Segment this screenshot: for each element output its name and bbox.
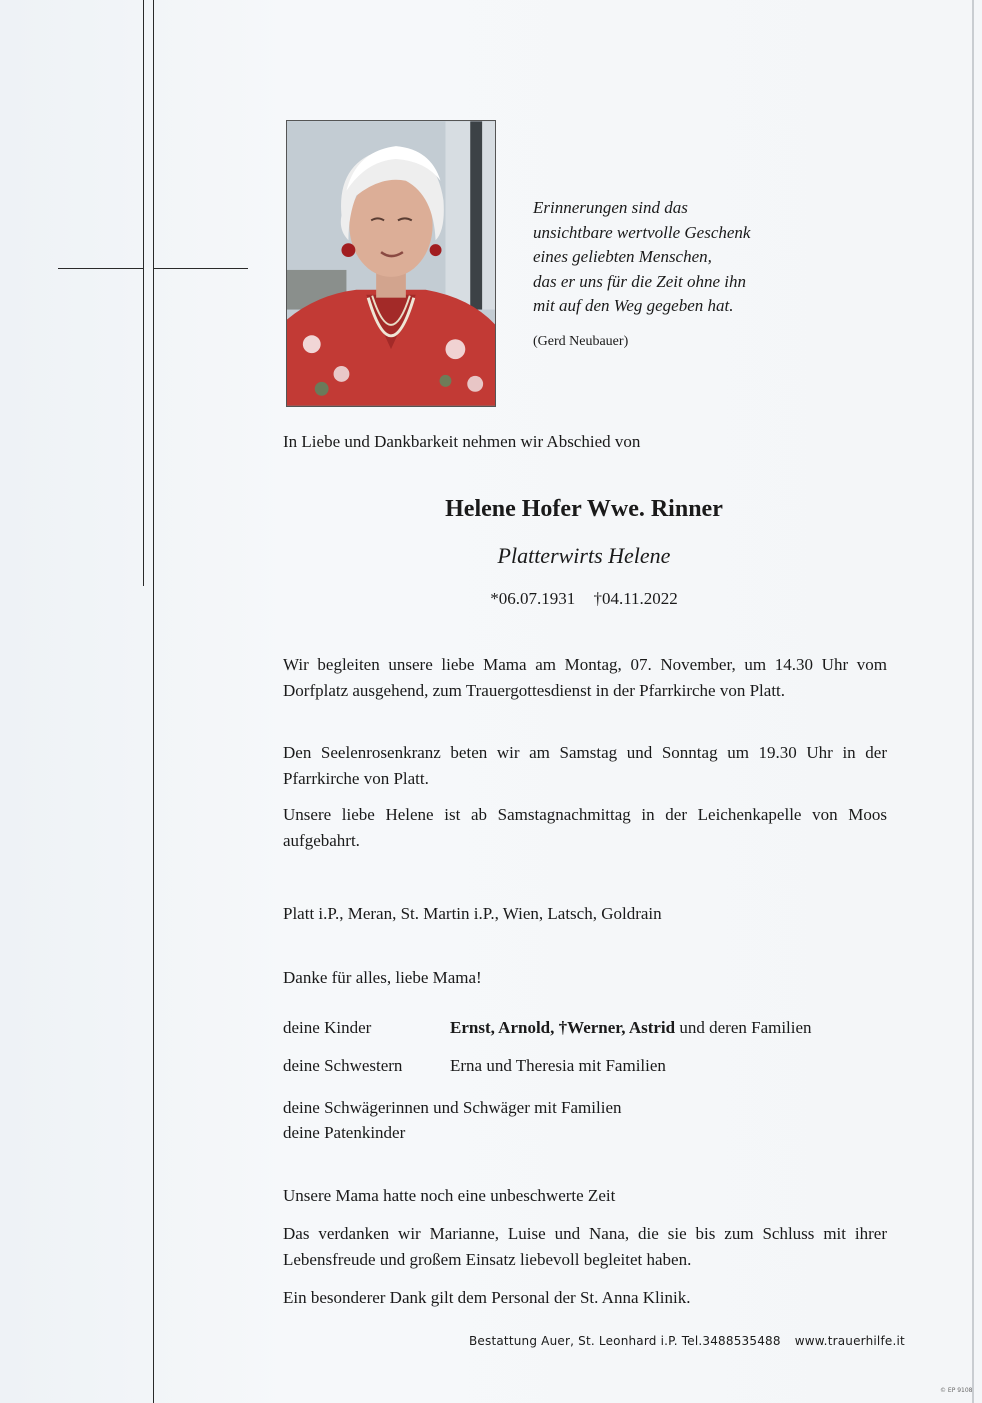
cross-vertical-line-left [143,0,144,586]
quote-author: (Gerd Neubauer) [533,334,629,349]
inlaws-line: deine Schwägerinnen und Schwäger mit Familien [283,1098,622,1117]
birth-date: *06.07.1931 [490,589,576,608]
children-names-bold: Ernst, Arnold, †Werner, Astrid [450,1018,676,1037]
cross-vertical-line-right [153,0,154,1403]
website-link[interactable]: www.trauerhilfe.it [794,1334,905,1348]
godchildren-line: deine Patenkinder [283,1123,406,1142]
corner-code: © EP 9108 [940,1387,973,1394]
viewing-info-paragraph: Unsere liebe Helene ist ab Samstagnachmittag in der Leichenkapelle von Moos aufgebahrt. [283,805,887,850]
thanks-line: Danke für alles, liebe Mama! [283,968,482,987]
funeral-info-paragraph: Wir begleiten unsere liebe Mama am Montag, 07. November, um 14.30 Uhr vom Dorfplatz ausgehend, zum Trauergottesdienst in der Pfarrkirche von Platt. [283,655,887,700]
quote-line: unsichtbare wertvolle Geschenk [533,222,751,242]
intro-text: In Liebe und Dankbarkeit nehmen wir Abschied von [283,432,641,451]
deceased-name: Helene Hofer Wwe. Rinner [445,496,723,522]
quote-line: eines geliebten Menschen, [533,247,712,266]
caregivers-paragraph: Das verdanken wir Marianne, Luise und Nana, die sie bis zum Schluss mit ihrer Lebensfreude und großem Einsatz liebevoll begleitet haben. [283,1224,887,1269]
rosary-info-paragraph: Den Seelenrosenkranz beten wir am Samstag und Sonntag um 19.30 Uhr in der Pfarrkirche von Platt. [283,743,887,788]
children-label: deine Kinder [283,1018,372,1037]
quote-line: das er uns für die Zeit ohne ihn [533,271,746,291]
deceased-nickname: Platterwirts Helene [497,543,671,568]
sisters-label: deine Schwestern [283,1056,403,1075]
extended-family [283,1095,622,1145]
cross-gap [144,267,153,270]
cross-horizontal-line [58,268,248,269]
children-names [450,1018,812,1038]
places-line: Platt i.P., Meran, St. Martin i.P., Wien, Latsch, Goldrain [283,904,662,923]
memorial-quote [533,196,833,319]
footer [469,1334,905,1348]
undertaker-info: Bestattung Auer, St. Leonhard i.P. Tel.3488535488 [469,1334,781,1348]
carefree-time-line: Unsere Mama hatte noch eine unbeschwerte Zeit [283,1186,616,1205]
quote-line: mit auf den Weg gegeben hat. [533,296,734,315]
sisters-names: Erna und Theresia mit Familien [450,1056,666,1075]
death-date: †04.11.2022 [593,589,678,608]
life-dates [284,589,884,609]
children-families: und deren Familien [675,1018,812,1037]
portrait-photo [286,120,496,407]
clinic-thanks-line: Ein besonderer Dank gilt dem Personal der St. Anna Klinik. [283,1288,691,1307]
page-edge [972,0,974,1403]
quote-line: Erinnerungen sind das [533,198,688,217]
portrait-illustration [287,121,495,406]
